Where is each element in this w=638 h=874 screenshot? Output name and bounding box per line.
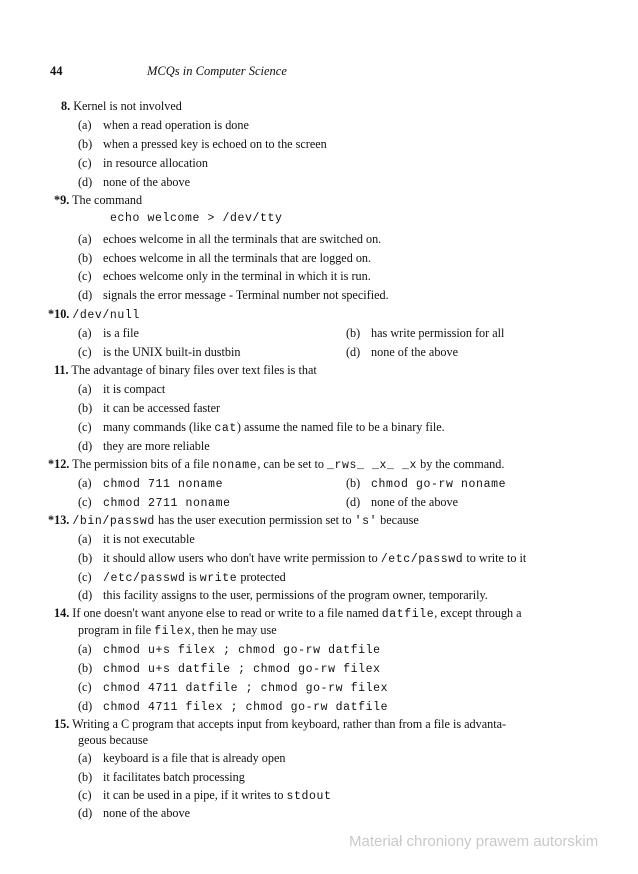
question-number: 8. (61, 99, 71, 113)
question-stem: 14. If one doesn't want anyone else to read or write to a file named datfile, except through a (54, 606, 522, 621)
option: (a) chmod 711 noname (78, 476, 224, 491)
question-text: /dev/null (72, 309, 140, 322)
option: (a) it is not executable (78, 532, 195, 546)
option: (c) echoes welcome only in the terminal in which it is run. (78, 269, 371, 283)
option: (b) it should allow users who don't have write permission to /etc/passwd to write to it (78, 551, 527, 566)
option: (a) chmod u+s filex ; chmod go-rw datfile (78, 642, 381, 657)
book-title: MCQs in Computer Science (147, 64, 287, 78)
question-stem-continued: geous because (78, 733, 149, 747)
option: (a) it is compact (78, 382, 166, 396)
question-stem: *13. /bin/passwd has the user execution permission set to 's' because (48, 513, 419, 528)
option: (d) signals the error message - Terminal number not specified. (78, 288, 389, 302)
option: (b) when a pressed key is echoed on to the screen (78, 137, 327, 151)
option: (b) echoes welcome in all the terminals that are logged on. (78, 251, 372, 265)
option: (d) none of the above (346, 495, 459, 509)
question-stem-continued: program in file filex, then he may use (78, 623, 277, 638)
question-text: The command (72, 193, 143, 207)
option: (c) chmod 4711 datfile ; chmod go-rw filex (78, 680, 389, 695)
option: (c) in resource allocation (78, 156, 208, 170)
option: (d) this facility assigns to the user, permissions of the program owner, temporarily. (78, 588, 488, 602)
question-stem (54, 362, 317, 378)
page-number: 44 (50, 64, 63, 78)
question-stem: 15. Writing a C program that accepts input from keyboard, rather than from a file is advanta- (54, 717, 507, 731)
question-number: 14. (54, 606, 70, 620)
option: (b) it can be accessed faster (78, 401, 221, 415)
question-number: *9. (54, 193, 70, 207)
option: (a) echoes welcome in all the terminals that are switched on. (78, 232, 382, 246)
option: (c) many commands (like cat) assume the named file to be a binary file. (78, 420, 445, 435)
copyright-watermark: Materiał chroniony prawem autorskim (349, 833, 599, 850)
option: (d) they are more reliable (78, 439, 210, 453)
option: (c) /etc/passwd is write protected (78, 570, 286, 585)
option: (d) none of the above (78, 806, 191, 820)
option: (c) chmod 2711 noname (78, 495, 231, 510)
option: (a) is a file (78, 326, 139, 340)
option: (b) it facilitates batch processing (78, 770, 245, 784)
option: (c) is the UNIX built-in dustbin (78, 345, 241, 359)
option: (d) chmod 4711 filex ; chmod go-rw datfile (78, 699, 389, 714)
question-number: 15. (54, 717, 70, 731)
option: (c) it can be used in a pipe, if it writes to stdout (78, 788, 332, 803)
option: (d) none of the above (78, 175, 191, 189)
question-text: The advantage of binary files over text files is that (71, 363, 317, 377)
question-stem (54, 192, 142, 208)
option: (d) none of the above (346, 345, 459, 359)
command-line: echo welcome > /dev/tty (110, 212, 283, 225)
option: (b) chmod go-rw noname (346, 476, 507, 491)
question-number: *13. (48, 513, 70, 527)
question-number: 11. (54, 363, 69, 377)
question-text: Kernel is not involved (73, 99, 182, 113)
option: (a) keyboard is a file that is already open (78, 751, 286, 765)
question-stem: *12. The permission bits of a file noname, can be set to _rws_ _x_ _x by the command. (48, 457, 505, 472)
question-stem (48, 306, 140, 324)
option: (b) has write permission for all (346, 326, 505, 340)
option: (b) chmod u+s datfile ; chmod go-rw filex (78, 661, 381, 676)
option: (a) when a read operation is done (78, 118, 249, 132)
question-number: *12. (48, 457, 70, 471)
question-stem (61, 98, 182, 114)
question-number: *10. (48, 307, 70, 321)
